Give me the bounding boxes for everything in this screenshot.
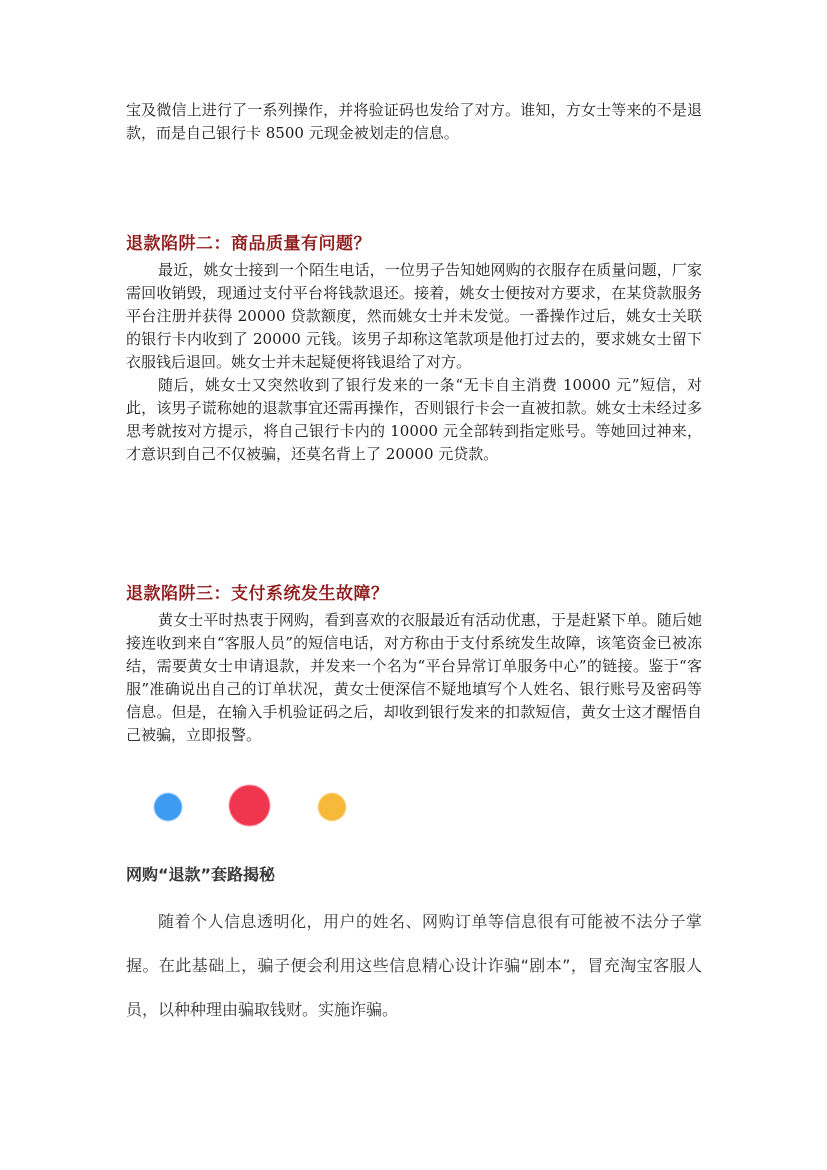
section-heading-trap-3: 退款陷阱三：支付系统发生故障？	[126, 584, 389, 604]
blue-dot-icon	[154, 793, 182, 821]
yellow-dot-icon	[318, 793, 346, 821]
intro-paragraph-block	[126, 99, 702, 145]
section-3-paragraph: 黄女士平时热衷于网购，看到喜欢的衣服最近有活动优惠，于是赶紧下单。随后她接连收到来自“客服人员”的短信电话，对方称由于支付系统发生故障，该笔资金已被冻结，需要黄女士申请退款，并发来一个名为“平台异常订单服务中心”的链接。鉴于“客服”准确说出自己的订单状况，黄女士便深信不疑地填写个人姓名、银行账号及密码等信息。但是，在输入手机验证码之后，却收到银行发来的扣款短信，黄女士这才醒悟自己被骗，立即报警。	[126, 611, 702, 744]
section-heading-secrets: 网购“退款”套路揭秘	[126, 865, 276, 884]
section-3-body	[126, 609, 702, 747]
decorative-dots	[154, 785, 354, 825]
section-2-body	[126, 259, 702, 466]
section-2-paragraph-1: 最近，姚女士接到一个陌生电话，一位男子告知她网购的衣服存在质量问题，厂家需回收销毁，现通过支付平台将钱款退还。接着，姚女士便按对方要求，在某贷款服务平台注册并获得 20000 贷款额度，然而姚女士并未发觉。一番操作过后，姚女士关联的银行卡内收到了 20000 元钱。该男子却称这笔款项是他打过去的，要求姚女士留下衣服钱后退回。姚女士并未起疑便将钱退给了对方。	[126, 261, 702, 371]
section-4-paragraph: 随着个人信息透明化，用户的姓名、网购订单等信息很有可能被不法分子掌握。在此基础上，骗子便会利用这些信息精心设计诈骗“剧本”，冒充淘宝客服人员，以种种理由骗取钱财。实施诈骗。	[126, 912, 702, 1019]
intro-paragraph: 宝及微信上进行了一系列操作，并将验证码也发给了对方。谁知，方女士等来的不是退款，而是自己银行卡 8500 元现金被划走的信息。	[126, 101, 702, 142]
section-heading-trap-2: 退款陷阱二：商品质量有问题？	[126, 234, 371, 254]
section-2-paragraph-2: 随后，姚女士又突然收到了银行发来的一条“无卡自主消费 10000 元”短信，对此，该男子谎称她的退款事宜还需再操作，否则银行卡会一直被扣款。姚女士未经过多思考就按对方提示，将自己银行卡内的 10000 元全部转到指定账号。等她回过神来，才意识到自己不仅被骗，还莫名背上了 20000 元贷款。	[126, 376, 702, 463]
red-dot-icon	[229, 785, 270, 826]
section-4-body	[126, 900, 702, 1032]
